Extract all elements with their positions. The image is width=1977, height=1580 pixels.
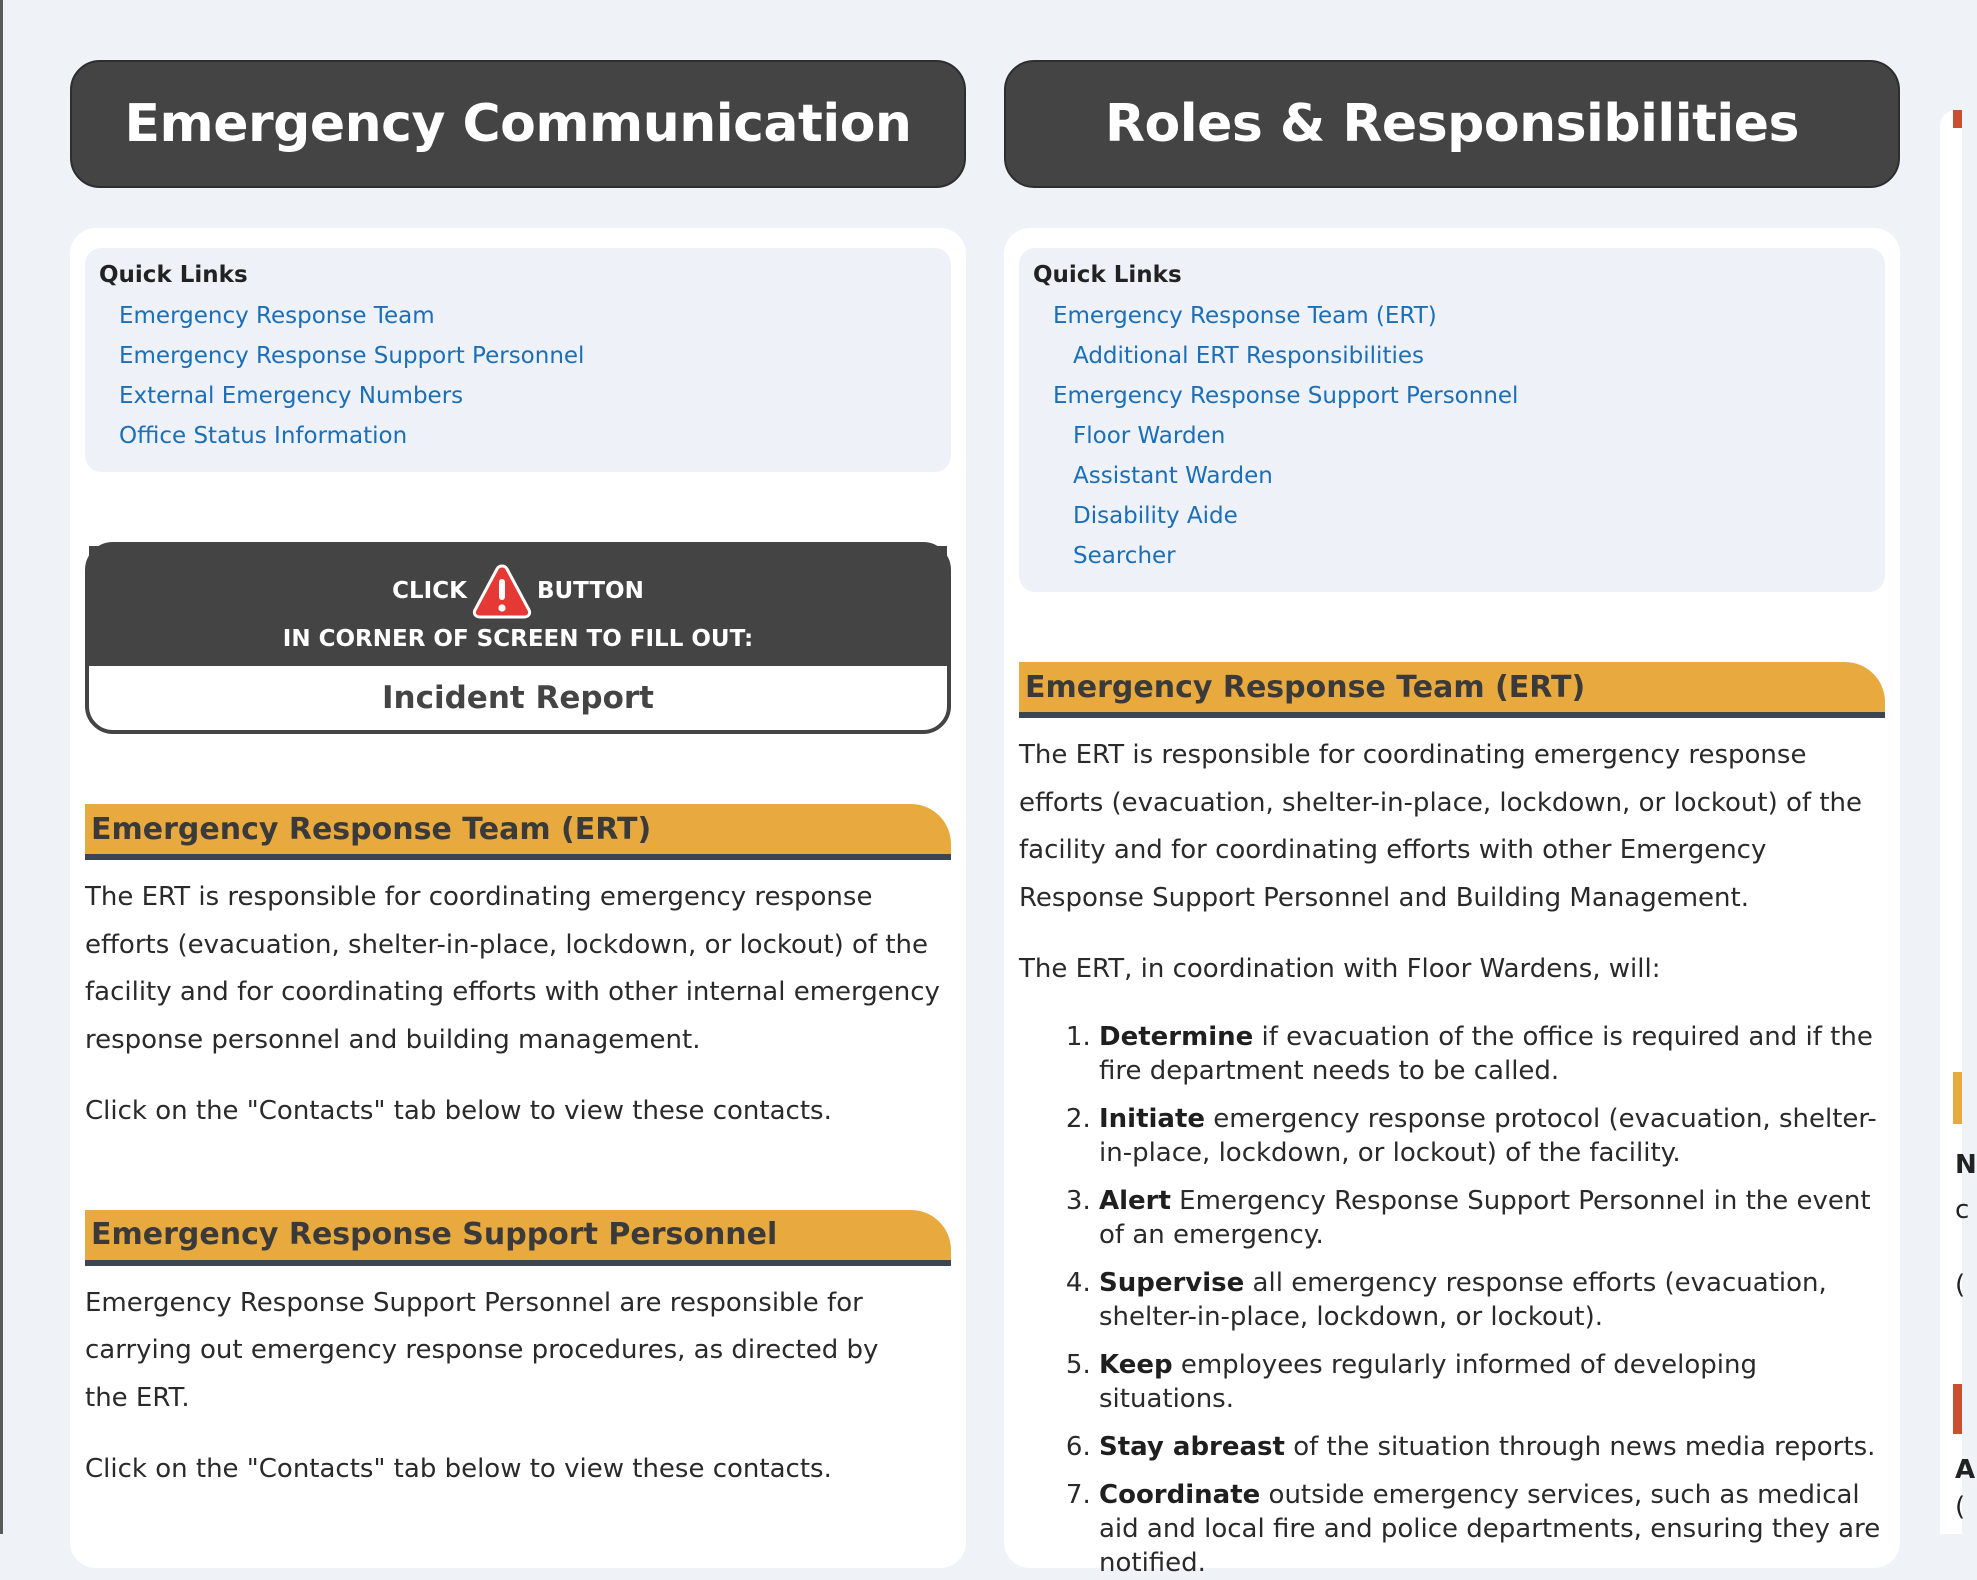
duty-text: all emergency response efforts (evacuation, shelter-in-place, lockdown, or lockout). xyxy=(1099,1267,1827,1332)
quick-link-searcher[interactable]: Searcher xyxy=(1073,543,1176,569)
partial-section-bar-red xyxy=(1953,1384,1962,1434)
incident-report-callout[interactable] xyxy=(85,542,951,734)
partial-third-column xyxy=(1940,0,1977,1534)
quick-link-office-status[interactable]: Office Status Information xyxy=(119,423,408,449)
ert-roles-section xyxy=(1019,662,1885,1580)
quick-link-support-personnel[interactable]: Emergency Response Support Personnel xyxy=(119,343,585,369)
window-left-edge xyxy=(0,0,3,1534)
quick-links-title: Quick Links xyxy=(1033,262,1182,288)
section-heading-support-personnel: Emergency Response Support Personnel xyxy=(85,1210,951,1266)
warning-triangle-icon xyxy=(471,562,533,620)
duty-verb: Alert xyxy=(1099,1185,1171,1216)
list-item xyxy=(1099,1102,1885,1170)
list-item xyxy=(1099,1266,1885,1334)
partial-text: A xyxy=(1955,1455,1976,1485)
partial-section-bar xyxy=(1953,1072,1962,1124)
section-heading-ert: Emergency Response Team (ERT) xyxy=(1019,662,1885,718)
quick-link-ert[interactable]: Emergency Response Team (ERT) xyxy=(1053,303,1437,329)
list-item xyxy=(1099,1478,1885,1580)
partial-text: N xyxy=(1955,1150,1977,1180)
duty-text: if evacuation of the office is required and if the fire department needs to be called. xyxy=(1099,1021,1873,1086)
partial-text: c xyxy=(1955,1195,1970,1225)
duty-verb: Supervise xyxy=(1099,1267,1245,1298)
ert-contacts-note: Click on the "Contacts" tab below to view these contacts. xyxy=(85,1096,832,1126)
partial-text: ( xyxy=(1955,1492,1966,1522)
duty-text: emergency response protocol (evacuation, shelter-in-place, lockdown, or lockout) of the facility. xyxy=(1099,1103,1877,1168)
emergency-communication-column xyxy=(70,60,966,1568)
quick-links-panel xyxy=(1019,248,1885,592)
partial-header-accent xyxy=(1953,110,1962,128)
column-title: Roles & Responsibilities xyxy=(1004,60,1900,188)
duty-text: of the situation through news media reports. xyxy=(1284,1431,1876,1462)
duty-text: employees regularly informed of developing situations. xyxy=(1099,1349,1757,1414)
support-personnel-section xyxy=(85,1210,951,1494)
quick-link-disability-aide[interactable]: Disability Aide xyxy=(1073,503,1238,529)
list-item xyxy=(1099,1430,1885,1464)
list-item xyxy=(1099,1348,1885,1416)
quick-link-external-numbers[interactable]: External Emergency Numbers xyxy=(119,383,464,409)
ert-roles-description: The ERT is responsible for coordinating emergency response efforts (evacuation, shelter-in-place, lockdown, or lockout) of the facility and for coordinating efforts with other Emergency Response Support Personnel and Building Management. xyxy=(1019,740,1862,913)
quick-link-floor-warden[interactable]: Floor Warden xyxy=(1073,423,1226,449)
partial-column-body xyxy=(1940,110,1962,1534)
ert-roles-intro: The ERT, in coordination with Floor Wardens, will: xyxy=(1019,954,1661,984)
section-heading-ert: Emergency Response Team (ERT) xyxy=(85,804,951,860)
click-label: CLICK xyxy=(392,578,467,604)
ert-section xyxy=(85,804,951,1136)
column-title: Emergency Communication xyxy=(70,60,966,188)
duty-text: outside emergency services, such as medical aid and local fire and police departments, ensuring they are notified. xyxy=(1099,1479,1881,1578)
quick-links-title: Quick Links xyxy=(99,262,248,288)
support-personnel-contacts-note: Click on the "Contacts" tab below to view these contacts. xyxy=(85,1454,832,1484)
incident-callout-header xyxy=(89,546,947,666)
quick-links-panel xyxy=(85,248,951,472)
incident-callout-instruction: IN CORNER OF SCREEN TO FILL OUT: xyxy=(282,626,754,652)
quick-link-emergency-response-team[interactable]: Emergency Response Team xyxy=(119,303,435,329)
button-label: BUTTON xyxy=(536,578,644,604)
ert-duties-list xyxy=(1019,1020,1885,1580)
column-body xyxy=(70,228,966,1568)
roles-responsibilities-column xyxy=(1004,60,1900,1578)
quick-link-additional-ert-responsibilities[interactable]: Additional ERT Responsibilities xyxy=(1073,343,1424,369)
duty-verb: Initiate xyxy=(1099,1103,1206,1134)
duty-verb: Stay abreast xyxy=(1099,1431,1285,1462)
list-item xyxy=(1099,1020,1885,1088)
incident-report-label: Incident Report xyxy=(382,680,654,716)
column-body xyxy=(1004,228,1900,1578)
duty-text: Emergency Response Support Personnel in the event of an emergency. xyxy=(1099,1185,1871,1250)
partial-text: ( xyxy=(1955,1270,1966,1300)
quick-link-assistant-warden[interactable]: Assistant Warden xyxy=(1073,463,1273,489)
incident-callout-row xyxy=(89,562,947,620)
list-item xyxy=(1099,1184,1885,1252)
duty-verb: Determine xyxy=(1099,1021,1254,1052)
support-personnel-description: Emergency Response Support Personnel are responsible for carrying out emergency response procedures, as directed by the ERT. xyxy=(85,1287,879,1413)
duty-verb: Keep xyxy=(1099,1349,1173,1380)
duty-verb: Coordinate xyxy=(1099,1479,1261,1510)
quick-link-support-personnel[interactable]: Emergency Response Support Personnel xyxy=(1053,383,1519,409)
ert-description: The ERT is responsible for coordinating emergency response efforts (evacuation, shelter-in-place, lockdown, or lockout) of the facility and for coordinating efforts with other internal emergency response personnel and building management. xyxy=(85,882,940,1055)
